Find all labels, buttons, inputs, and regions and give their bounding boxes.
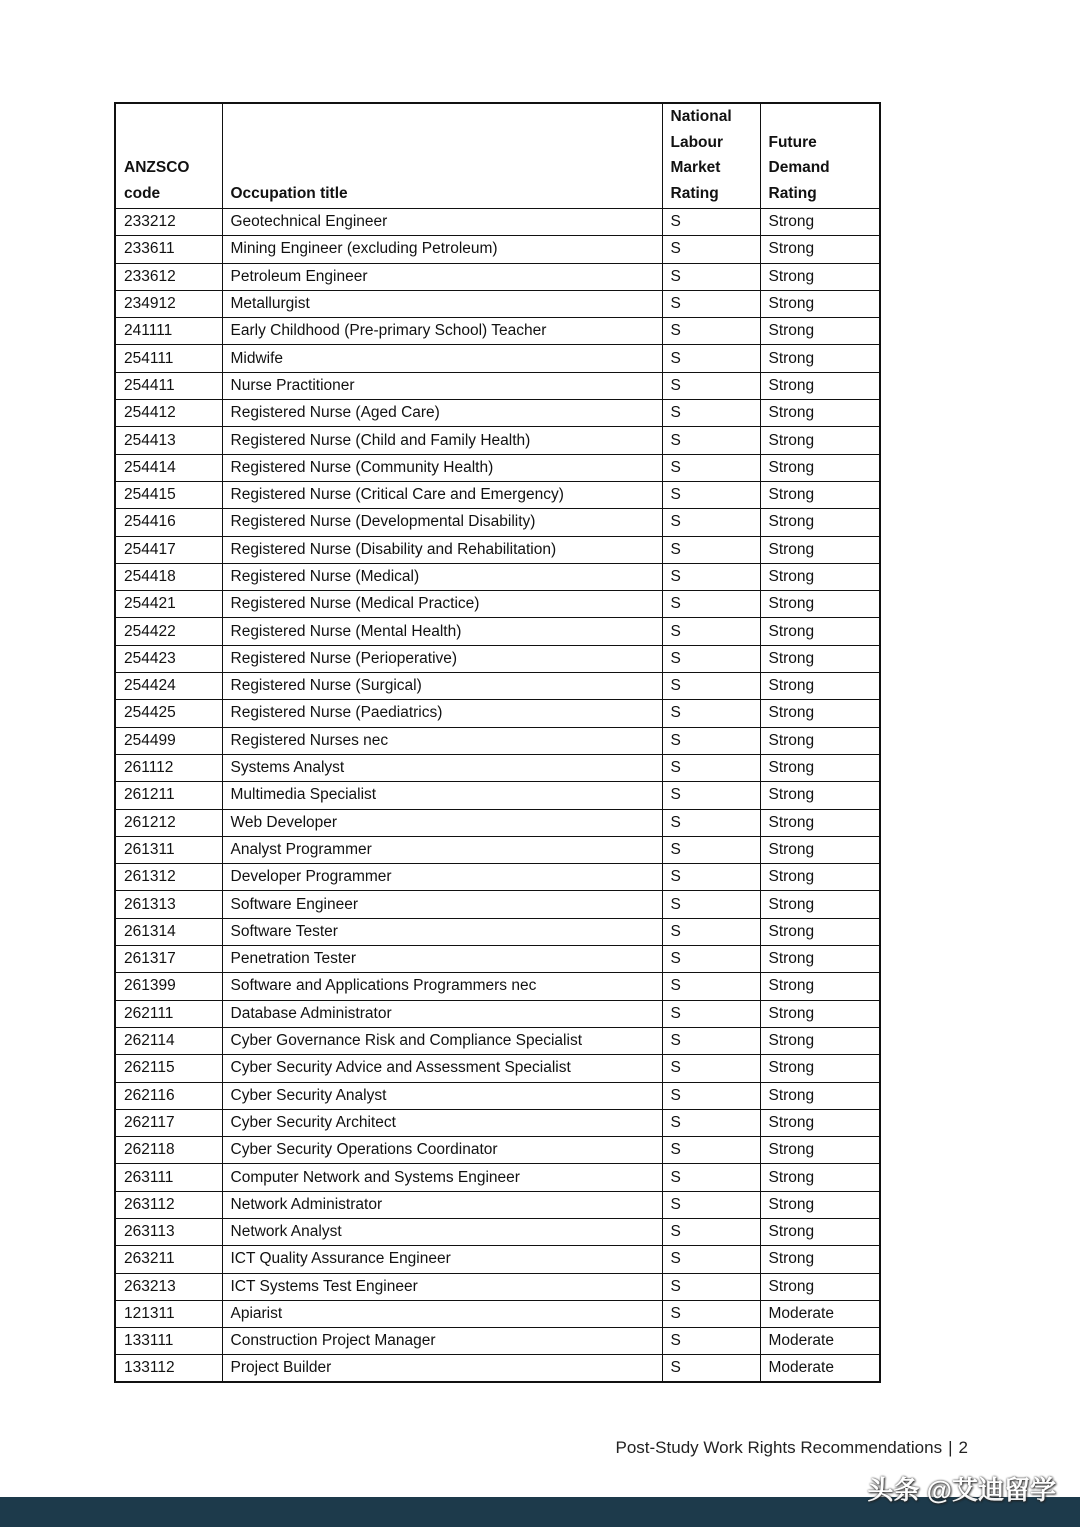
national-rating-cell: S xyxy=(662,454,760,481)
table-row xyxy=(115,754,880,781)
national-rating-cell: S xyxy=(662,809,760,836)
occupation-title-cell: Nurse Practitioner xyxy=(222,372,662,399)
header-line: code xyxy=(124,184,161,202)
header-line: Rating xyxy=(768,184,817,202)
anzsco-code-cell: 263113 xyxy=(115,1218,222,1245)
header-national-labour-market-rating xyxy=(662,103,760,209)
future-demand-cell: Strong xyxy=(760,700,880,727)
occupation-title-cell: Cyber Governance Risk and Compliance Specialist xyxy=(222,1027,662,1054)
future-demand-cell: Strong xyxy=(760,591,880,618)
national-rating-cell: S xyxy=(662,864,760,891)
future-demand-cell: Strong xyxy=(760,946,880,973)
anzsco-code-cell: 261311 xyxy=(115,836,222,863)
future-demand-cell: Strong xyxy=(760,536,880,563)
anzsco-code-cell: 254413 xyxy=(115,427,222,454)
national-rating-cell: S xyxy=(662,946,760,973)
occupation-title-cell: Software and Applications Programmers nec xyxy=(222,973,662,1000)
future-demand-cell: Strong xyxy=(760,918,880,945)
future-demand-cell: Moderate xyxy=(760,1300,880,1327)
national-rating-cell: S xyxy=(662,700,760,727)
table-row xyxy=(115,1246,880,1273)
national-rating-cell: S xyxy=(662,1218,760,1245)
future-demand-cell: Strong xyxy=(760,209,880,236)
table-row xyxy=(115,1137,880,1164)
future-demand-cell: Strong xyxy=(760,1027,880,1054)
occupation-title-cell: Cyber Security Architect xyxy=(222,1109,662,1136)
table-row xyxy=(115,809,880,836)
header-line: ANZSCO xyxy=(124,159,190,176)
national-rating-cell: S xyxy=(662,618,760,645)
occupation-title-cell: ICT Systems Test Engineer xyxy=(222,1273,662,1300)
future-demand-cell: Strong xyxy=(760,1218,880,1245)
national-rating-cell: S xyxy=(662,509,760,536)
table-row xyxy=(115,1164,880,1191)
table-row xyxy=(115,1000,880,1027)
national-rating-cell: S xyxy=(662,236,760,263)
anzsco-code-cell: 262117 xyxy=(115,1109,222,1136)
national-rating-cell: S xyxy=(662,372,760,399)
occupation-table xyxy=(114,102,881,1383)
table-row xyxy=(115,1082,880,1109)
national-rating-cell: S xyxy=(662,918,760,945)
table-row xyxy=(115,1218,880,1245)
occupation-title-cell: Cyber Security Advice and Assessment Specialist xyxy=(222,1055,662,1082)
anzsco-code-cell: 254422 xyxy=(115,618,222,645)
anzsco-code-cell: 254423 xyxy=(115,645,222,672)
occupation-title-cell: Registered Nurse (Child and Family Health) xyxy=(222,427,662,454)
future-demand-cell: Strong xyxy=(760,1137,880,1164)
table-row xyxy=(115,372,880,399)
table-header xyxy=(115,103,880,209)
national-rating-cell: S xyxy=(662,891,760,918)
future-demand-cell: Strong xyxy=(760,345,880,372)
future-demand-cell: Strong xyxy=(760,864,880,891)
occupation-title-cell: Registered Nurse (Community Health) xyxy=(222,454,662,481)
national-rating-cell: S xyxy=(662,1273,760,1300)
occupation-title-cell: Registered Nurse (Medical) xyxy=(222,563,662,590)
occupation-title-cell: Web Developer xyxy=(222,809,662,836)
occupation-title-cell: Apiarist xyxy=(222,1300,662,1327)
occupation-title-cell: Systems Analyst xyxy=(222,754,662,781)
anzsco-code-cell: 263111 xyxy=(115,1164,222,1191)
table-row xyxy=(115,618,880,645)
national-rating-cell: S xyxy=(662,1027,760,1054)
anzsco-code-cell: 254418 xyxy=(115,563,222,590)
national-rating-cell: S xyxy=(662,400,760,427)
national-rating-cell: S xyxy=(662,1246,760,1273)
future-demand-cell: Strong xyxy=(760,809,880,836)
anzsco-code-cell: 261314 xyxy=(115,918,222,945)
national-rating-cell: S xyxy=(662,645,760,672)
anzsco-code-cell: 121311 xyxy=(115,1300,222,1327)
future-demand-cell: Strong xyxy=(760,618,880,645)
future-demand-cell: Strong xyxy=(760,509,880,536)
anzsco-code-cell: 262111 xyxy=(115,1000,222,1027)
anzsco-code-cell: 262116 xyxy=(115,1082,222,1109)
table-row xyxy=(115,782,880,809)
future-demand-cell: Strong xyxy=(760,727,880,754)
future-demand-cell: Strong xyxy=(760,481,880,508)
occupation-title-cell: Geotechnical Engineer xyxy=(222,209,662,236)
occupation-title-cell: Registered Nurse (Developmental Disability) xyxy=(222,509,662,536)
future-demand-cell: Strong xyxy=(760,290,880,317)
occupation-title-cell: Software Tester xyxy=(222,918,662,945)
future-demand-cell: Strong xyxy=(760,836,880,863)
anzsco-code-cell: 233612 xyxy=(115,263,222,290)
national-rating-cell: S xyxy=(662,1055,760,1082)
national-rating-cell: S xyxy=(662,1164,760,1191)
header-line: Rating xyxy=(670,184,719,202)
anzsco-code-cell: 254415 xyxy=(115,481,222,508)
occupation-title-cell: Developer Programmer xyxy=(222,864,662,891)
table-row xyxy=(115,1328,880,1355)
future-demand-cell: Strong xyxy=(760,427,880,454)
table-row xyxy=(115,918,880,945)
occupation-title-cell: Registered Nurse (Medical Practice) xyxy=(222,591,662,618)
footer-separator: | xyxy=(948,1438,953,1457)
future-demand-cell: Strong xyxy=(760,454,880,481)
national-rating-cell: S xyxy=(662,1355,760,1382)
table-row xyxy=(115,946,880,973)
anzsco-code-cell: 261312 xyxy=(115,864,222,891)
anzsco-code-cell: 133111 xyxy=(115,1328,222,1355)
table-row xyxy=(115,509,880,536)
future-demand-cell: Strong xyxy=(760,372,880,399)
future-demand-cell: Strong xyxy=(760,400,880,427)
page-footer xyxy=(616,1438,969,1458)
anzsco-code-cell: 262114 xyxy=(115,1027,222,1054)
table-row xyxy=(115,209,880,236)
future-demand-cell: Strong xyxy=(760,1164,880,1191)
table-row xyxy=(115,1355,880,1382)
header-line: Demand xyxy=(768,159,830,176)
table-row xyxy=(115,536,880,563)
national-rating-cell: S xyxy=(662,345,760,372)
national-rating-cell: S xyxy=(662,1137,760,1164)
anzsco-code-cell: 254424 xyxy=(115,673,222,700)
occupation-title-cell: ICT Quality Assurance Engineer xyxy=(222,1246,662,1273)
anzsco-code-cell: 254499 xyxy=(115,727,222,754)
footer-title: Post-Study Work Rights Recommendations xyxy=(615,1438,943,1457)
table-row xyxy=(115,481,880,508)
header-row xyxy=(115,103,880,209)
table-row xyxy=(115,891,880,918)
table-row xyxy=(115,727,880,754)
national-rating-cell: S xyxy=(662,836,760,863)
header-line: Future xyxy=(768,133,817,151)
anzsco-code-cell: 254412 xyxy=(115,400,222,427)
header-future-demand-rating xyxy=(760,103,880,209)
table-row xyxy=(115,1055,880,1082)
occupation-title-cell: Registered Nurse (Disability and Rehabilitation) xyxy=(222,536,662,563)
national-rating-cell: S xyxy=(662,318,760,345)
occupation-title-cell: Cyber Security Operations Coordinator xyxy=(222,1137,662,1164)
occupation-title-cell: Mining Engineer (excluding Petroleum) xyxy=(222,236,662,263)
header-anzsco-code xyxy=(115,103,222,209)
occupation-title-cell: Registered Nurse (Mental Health) xyxy=(222,618,662,645)
occupation-title-cell: Registered Nurse (Paediatrics) xyxy=(222,700,662,727)
anzsco-code-cell: 254417 xyxy=(115,536,222,563)
header-occupation-title xyxy=(222,103,662,209)
table-body xyxy=(115,209,880,1383)
watermark: 头条 @艾迪留学 xyxy=(867,1475,1056,1505)
anzsco-code-cell: 254416 xyxy=(115,509,222,536)
national-rating-cell: S xyxy=(662,1109,760,1136)
table-row xyxy=(115,836,880,863)
header-line: Market xyxy=(670,159,721,176)
table-row xyxy=(115,864,880,891)
occupation-title-cell: Registered Nurse (Critical Care and Emergency) xyxy=(222,481,662,508)
anzsco-code-cell: 261212 xyxy=(115,809,222,836)
national-rating-cell: S xyxy=(662,782,760,809)
national-rating-cell: S xyxy=(662,1000,760,1027)
anzsco-code-cell: 233611 xyxy=(115,236,222,263)
table-row xyxy=(115,263,880,290)
anzsco-code-cell: 261313 xyxy=(115,891,222,918)
occupation-title-cell: Registered Nurse (Surgical) xyxy=(222,673,662,700)
occupation-title-cell: Software Engineer xyxy=(222,891,662,918)
anzsco-code-cell: 261211 xyxy=(115,782,222,809)
table-row xyxy=(115,1300,880,1327)
anzsco-code-cell: 254111 xyxy=(115,345,222,372)
future-demand-cell: Strong xyxy=(760,973,880,1000)
national-rating-cell: S xyxy=(662,290,760,317)
table-row xyxy=(115,290,880,317)
occupation-title-cell: Project Builder xyxy=(222,1355,662,1382)
table-row xyxy=(115,1109,880,1136)
national-rating-cell: S xyxy=(662,673,760,700)
table-row xyxy=(115,700,880,727)
anzsco-code-cell: 263211 xyxy=(115,1246,222,1273)
anzsco-code-cell: 234912 xyxy=(115,290,222,317)
future-demand-cell: Strong xyxy=(760,563,880,590)
occupation-title-cell: Construction Project Manager xyxy=(222,1328,662,1355)
occupation-title-cell: Multimedia Specialist xyxy=(222,782,662,809)
table-row xyxy=(115,1273,880,1300)
table-row xyxy=(115,1027,880,1054)
occupation-title-cell: Cyber Security Analyst xyxy=(222,1082,662,1109)
future-demand-cell: Strong xyxy=(760,891,880,918)
occupation-title-cell: Penetration Tester xyxy=(222,946,662,973)
future-demand-cell: Strong xyxy=(760,236,880,263)
anzsco-code-cell: 263112 xyxy=(115,1191,222,1218)
occupation-title-cell: Early Childhood (Pre-primary School) Teacher xyxy=(222,318,662,345)
national-rating-cell: S xyxy=(662,427,760,454)
occupation-title-cell: Petroleum Engineer xyxy=(222,263,662,290)
table-row xyxy=(115,400,880,427)
national-rating-cell: S xyxy=(662,754,760,781)
table-row xyxy=(115,973,880,1000)
occupation-title-cell: Midwife xyxy=(222,345,662,372)
anzsco-code-cell: 261317 xyxy=(115,946,222,973)
table-row xyxy=(115,454,880,481)
anzsco-code-cell: 254425 xyxy=(115,700,222,727)
national-rating-cell: S xyxy=(662,727,760,754)
future-demand-cell: Strong xyxy=(760,673,880,700)
table-row xyxy=(115,591,880,618)
table-row xyxy=(115,345,880,372)
future-demand-cell: Strong xyxy=(760,1191,880,1218)
anzsco-code-cell: 261399 xyxy=(115,973,222,1000)
table-row xyxy=(115,427,880,454)
future-demand-cell: Moderate xyxy=(760,1355,880,1382)
future-demand-cell: Strong xyxy=(760,1246,880,1273)
occupation-title-cell: Registered Nurse (Perioperative) xyxy=(222,645,662,672)
anzsco-code-cell: 261112 xyxy=(115,754,222,781)
national-rating-cell: S xyxy=(662,481,760,508)
future-demand-cell: Strong xyxy=(760,1055,880,1082)
national-rating-cell: S xyxy=(662,563,760,590)
national-rating-cell: S xyxy=(662,973,760,1000)
national-rating-cell: S xyxy=(662,536,760,563)
future-demand-cell: Strong xyxy=(760,645,880,672)
occupation-title-cell: Network Analyst xyxy=(222,1218,662,1245)
table-row xyxy=(115,236,880,263)
future-demand-cell: Strong xyxy=(760,1082,880,1109)
occupation-title-cell: Metallurgist xyxy=(222,290,662,317)
anzsco-code-cell: 254421 xyxy=(115,591,222,618)
header-line: National xyxy=(670,108,732,125)
occupation-title-cell: Network Administrator xyxy=(222,1191,662,1218)
occupation-title-cell: Analyst Programmer xyxy=(222,836,662,863)
national-rating-cell: S xyxy=(662,591,760,618)
future-demand-cell: Strong xyxy=(760,318,880,345)
future-demand-cell: Strong xyxy=(760,263,880,290)
future-demand-cell: Strong xyxy=(760,782,880,809)
anzsco-code-cell: 262118 xyxy=(115,1137,222,1164)
table-row xyxy=(115,1191,880,1218)
anzsco-code-cell: 263213 xyxy=(115,1273,222,1300)
future-demand-cell: Strong xyxy=(760,1000,880,1027)
national-rating-cell: S xyxy=(662,1300,760,1327)
occupation-title-cell: Database Administrator xyxy=(222,1000,662,1027)
table-row xyxy=(115,673,880,700)
anzsco-code-cell: 254411 xyxy=(115,372,222,399)
national-rating-cell: S xyxy=(662,1191,760,1218)
table-row xyxy=(115,563,880,590)
future-demand-cell: Moderate xyxy=(760,1328,880,1355)
occupation-title-cell: Registered Nurse (Aged Care) xyxy=(222,400,662,427)
table-row xyxy=(115,645,880,672)
header-line: Occupation title xyxy=(230,184,348,202)
anzsco-code-cell: 254414 xyxy=(115,454,222,481)
anzsco-code-cell: 241111 xyxy=(115,318,222,345)
occupation-title-cell: Computer Network and Systems Engineer xyxy=(222,1164,662,1191)
anzsco-code-cell: 233212 xyxy=(115,209,222,236)
anzsco-code-cell: 133112 xyxy=(115,1355,222,1382)
anzsco-code-cell: 262115 xyxy=(115,1055,222,1082)
future-demand-cell: Strong xyxy=(760,754,880,781)
page-number: 2 xyxy=(958,1438,968,1457)
national-rating-cell: S xyxy=(662,1082,760,1109)
future-demand-cell: Strong xyxy=(760,1109,880,1136)
table-row xyxy=(115,318,880,345)
national-rating-cell: S xyxy=(662,1328,760,1355)
future-demand-cell: Strong xyxy=(760,1273,880,1300)
header-line: Labour xyxy=(670,133,724,151)
national-rating-cell: S xyxy=(662,263,760,290)
national-rating-cell: S xyxy=(662,209,760,236)
occupation-title-cell: Registered Nurses nec xyxy=(222,727,662,754)
